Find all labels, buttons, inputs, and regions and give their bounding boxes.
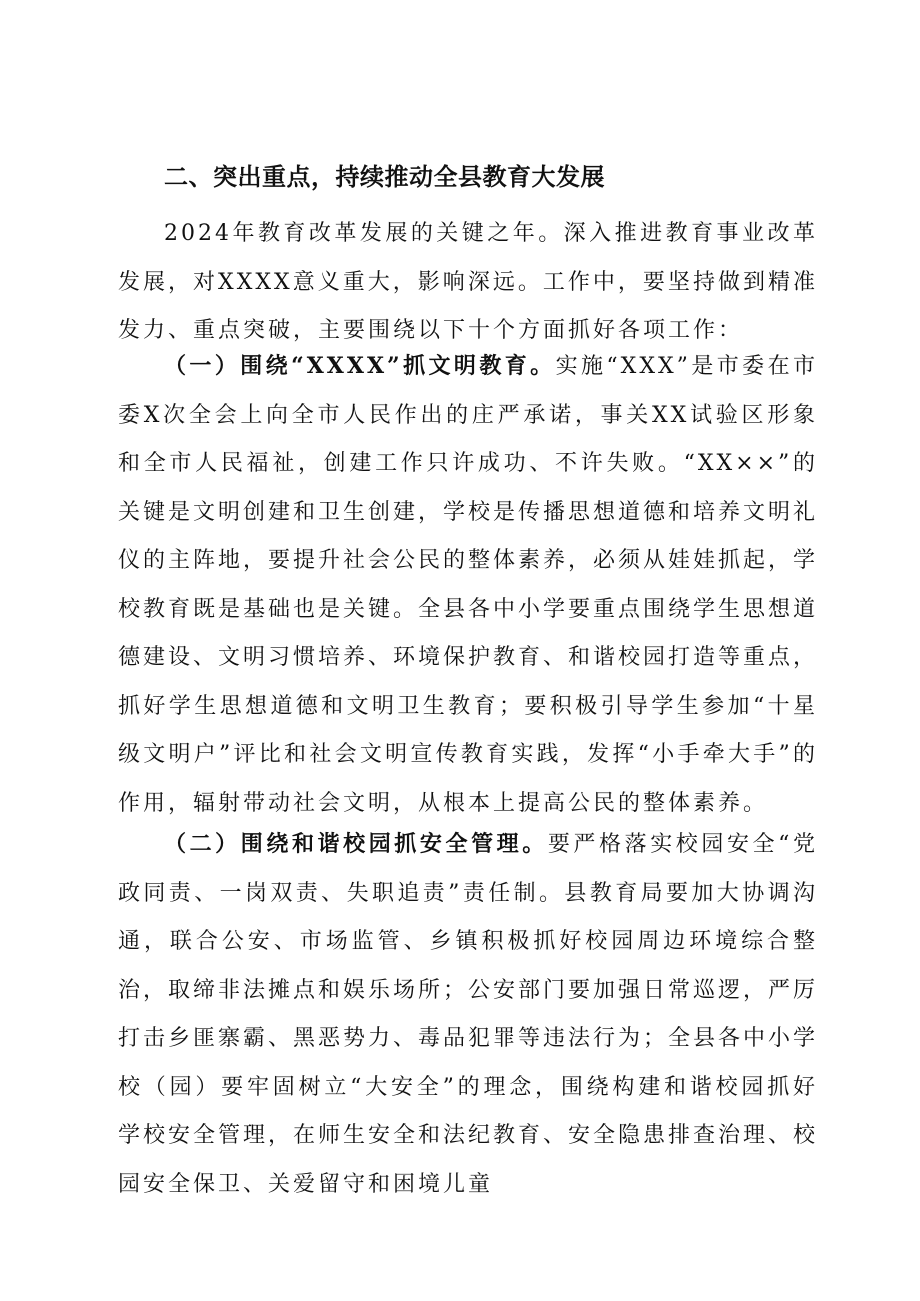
paragraph-lead-safety: （二）围绕和谐校园抓安全管理。	[164, 831, 548, 857]
paragraph-intro	[118, 210, 818, 356]
paragraph-body-safety: 要严格落实校园安全“党政同责、一岗双责、失职追责”责任制。县教育局要加大协调沟通，联合公安、市场监管、乡镇积极抓好校园周边环境综合整治，取缔非法摊点和娱乐场所；公安部门要加强日常巡逻，严厉打击乡匪寨霸、黑恶势力、毒品犯罪等违法行为；全县各中小学校（园）要牢固树立“大安全”的理念，围绕构建和谐校园抓好学校安全管理，在师生安全和法纪教育、安全隐患排查治理、校园安全保卫、关爱留守和困境儿童	[118, 832, 819, 1197]
section-heading: 二、突出重点，持续推动全县教育大发展	[164, 163, 605, 191]
paragraph-intro-text: 2024年教育改革发展的关键之年。深入推进教育事业改革发展，对XXXX意义重大，影响深远。工作中，要坚持做到精准发力、重点突破，主要围绕以下十个方面抓好各项工作：	[118, 221, 818, 343]
paragraph-lead-civilization: （一）围绕“XXXX”抓文明教育。	[164, 353, 556, 379]
paragraph-safety-management	[118, 820, 818, 1209]
paragraph-body-civilization: 实施“XXX”是市委在市委X次全会上向全市人民作出的庄严承诺，事关XX试验区形象和全市人民福祉，创建工作只许成功、不许失败。“XX××”的关键是文明创建和卫生创建，学校是传播思想道德和培养文明礼仪的主阵地，要提升社会公民的整体素养，必须从娃娃抓起，学校教育既是基础也是关键。全县各中小学要重点围绕学生思想道德建设、文明习惯培养、环境保护教育、和谐校园打造等重点，抓好学生思想道德和文明卫生教育；要积极引导学生参加“十星级文明户”评比和社会文明宣传教育实践，发挥“小手牵大手”的作用，辐射带动社会文明，从根本上提高公民的整体素养。	[118, 354, 819, 816]
paragraph-civilization-education	[118, 342, 818, 828]
